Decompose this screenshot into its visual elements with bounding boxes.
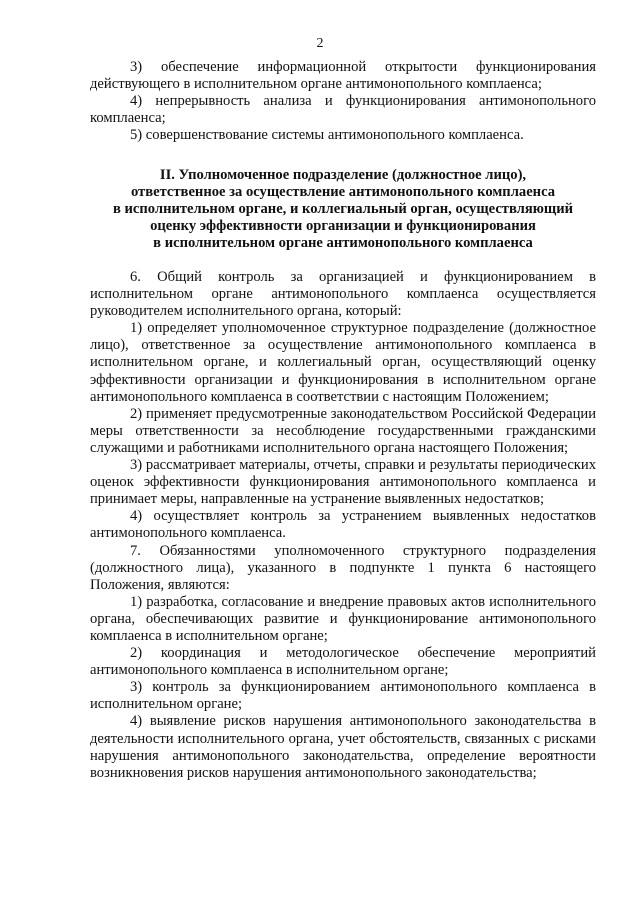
paragraph: 4) выявление рисков нарушения антимонопольного законодательства в деятельности исполнительного органа, учет обстоятельств, связанных с рисками нарушения антимонопольного законодательства, определение вероятности возникновения рисков нарушения антимонопольного законодательства; xyxy=(90,713,596,781)
list-item: 5) совершенствование системы антимонопольного комплаенса. xyxy=(130,127,524,144)
intro-list xyxy=(90,59,596,144)
paragraph: 1) разработка, согласование и внедрение правовых актов исполнительного органа, обеспечивающих развитие и функционирование антимонопольного комплаенса в исполнительном органе; xyxy=(90,593,596,644)
section-heading-line: оценку эффективности организации и функционирования xyxy=(150,218,536,235)
paragraph: 3) контроль за функционированием антимонопольного комплаенса в исполнительном органе; xyxy=(90,679,596,713)
paragraph: 6. Общий контроль за организацией и функционированием в исполнительном органе антимонопольного комплаенса осуществляется руководителем исполнительного органа, который: xyxy=(90,269,596,320)
paragraph: 7. Обязанностями уполномоченного структурного подразделения (должностного лица), указанного в подпункте 1 пункта 6 настоящего Положения, являются: xyxy=(90,542,596,593)
section-heading-line: в исполнительном органе антимонопольного комплаенса xyxy=(153,235,533,252)
section-heading-line: II. Уполномоченное подразделение (должностное лицо), xyxy=(159,167,527,183)
paragraph: 1) определяет уполномоченное структурное подразделение (должностное лицо), ответственное за осуществление антимонопольного комплаенса в исполнительном органе, и коллегиальный орган, осуществляющий оценку эффективности организации и функционирования в исполнительном органе антимонопольного комплаенса в соответствии с настоящим Положением; xyxy=(90,320,596,405)
section-heading-line: ответственное за осуществление антимонопольного комплаенса xyxy=(130,184,556,201)
section-body xyxy=(90,269,596,782)
list-item: 4) непрерывность анализа и функционирования антимонопольного комплаенса; xyxy=(90,93,596,127)
section-heading-line: в исполнительном органе, и коллегиальный орган, осуществляющий xyxy=(112,201,574,218)
list-item: 3) обеспечение информационной открытости функционирования действующего в исполнительном органе антимонопольного комплаенса; xyxy=(90,59,596,93)
paragraph: 3) рассматривает материалы, отчеты, справки и результаты периодических оценок эффективности функционирования антимонопольного комплаенса и принимает меры, направленные на устранение выявленных недостатков; xyxy=(90,457,596,508)
paragraph: 2) координация и методологическое обеспечение мероприятий антимонопольного комплаенса в исполнительном органе; xyxy=(90,645,596,679)
section-heading xyxy=(90,167,596,252)
paragraph: 2) применяет предусмотренные законодательством Российской Федерации меры ответственности за несоблюдение государственными гражданскими служащими и работниками исполнительного органа настоящего Положения; xyxy=(90,405,596,456)
paragraph: 4) осуществляет контроль за устранением выявленных недостатков антимонопольного комплаенса. xyxy=(90,508,596,542)
page-number: 2 xyxy=(316,36,324,51)
